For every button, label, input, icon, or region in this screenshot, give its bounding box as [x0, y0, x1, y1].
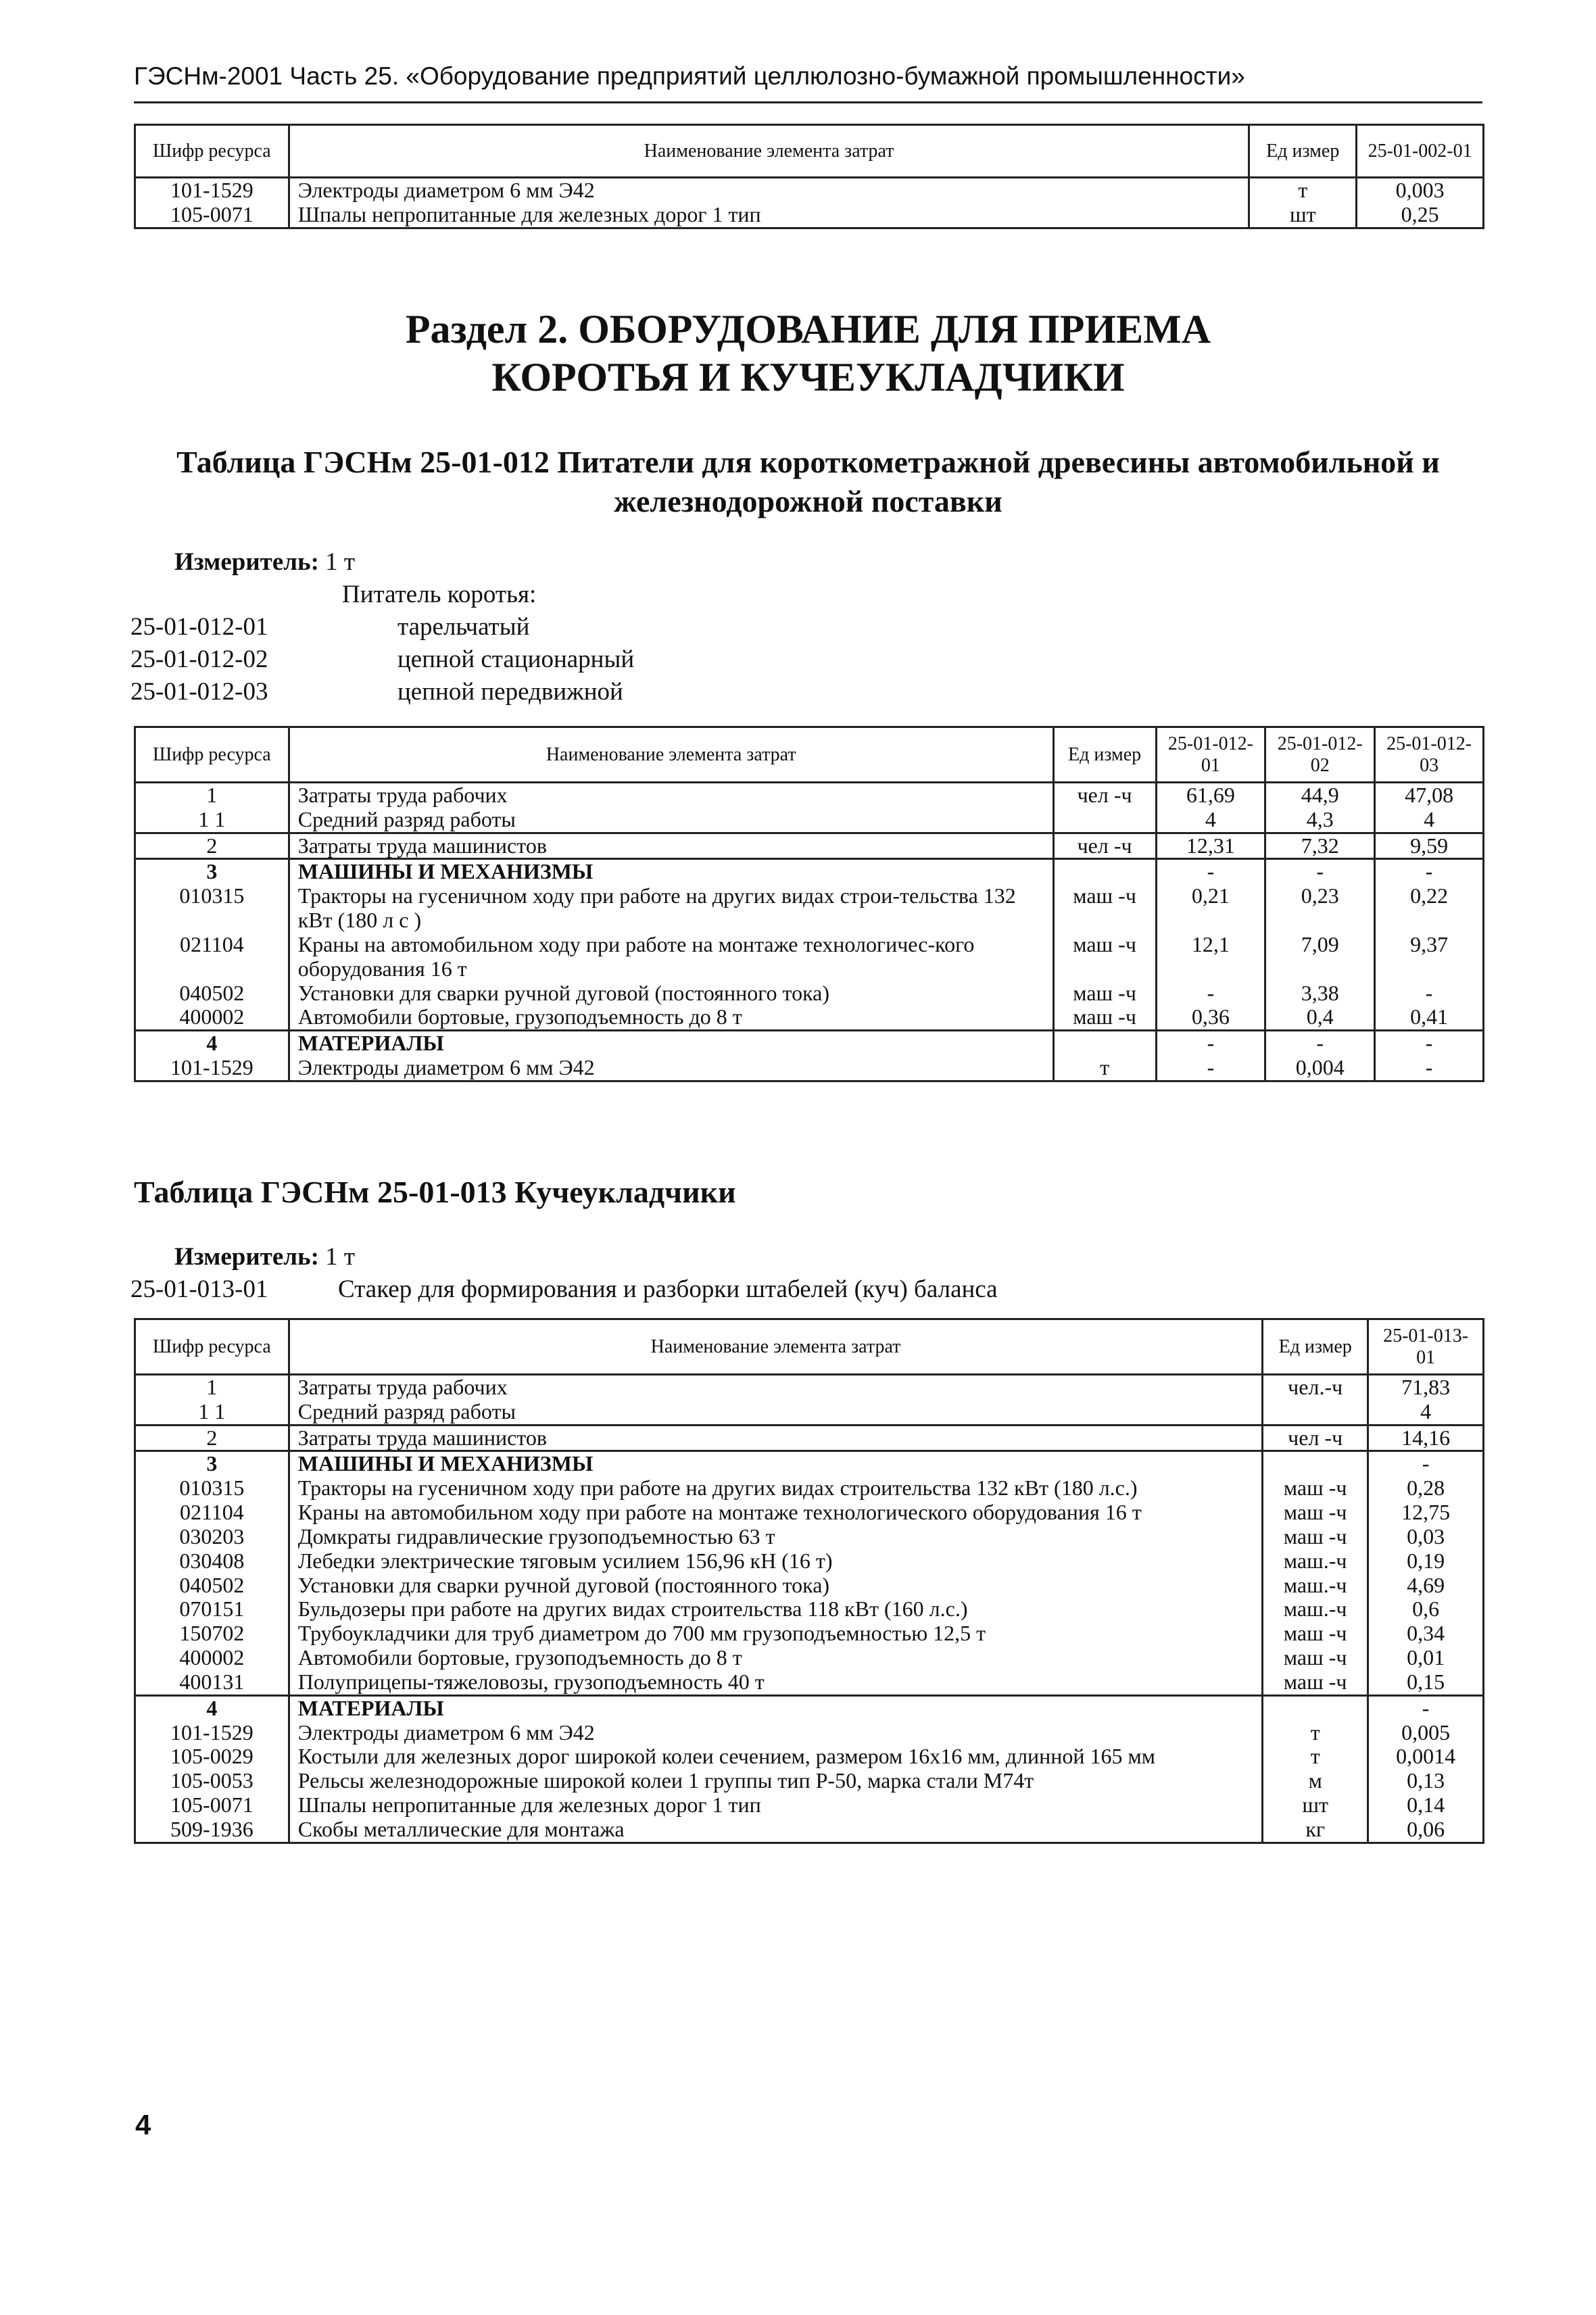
cell-unit: маш -ч	[1263, 1501, 1368, 1525]
table1-item-text-2: цепной стационарный	[397, 645, 635, 673]
table1-item-code-3: 25-01-012-03	[130, 678, 268, 706]
table2-item-text-1: Стакер для формирования и разборки штабелей (куч) баланса	[338, 1275, 998, 1303]
cell-resource-code: 1	[135, 1375, 289, 1400]
col-header-norm: 25-01-013-01	[1368, 1319, 1484, 1375]
cell-cost-element: Краны на автомобильном ходу при работе на монтаже технологического оборудования 16 т	[289, 1501, 1262, 1525]
table1-item-code-2: 25-01-012-02	[130, 645, 268, 673]
cell-resource-code: 1 1	[135, 808, 289, 833]
cell-resource-code: 105-0071	[135, 203, 289, 228]
cell-cost-element: Средний разряд работы	[289, 1400, 1262, 1425]
cell-resource-code: 4	[135, 1031, 289, 1056]
cell-cost-element: Трубоукладчики для труб диаметром до 700 мм грузоподъемностью 12,5 т	[289, 1622, 1262, 1646]
col-header-name: Наименование элемента затрат	[289, 125, 1249, 178]
cell-value: 0,25	[1357, 203, 1484, 228]
table-row	[135, 1745, 1484, 1769]
cell-resource-code: 030408	[135, 1549, 289, 1574]
cell-unit: чел -ч	[1053, 783, 1156, 808]
cell-value: 7,09	[1265, 933, 1375, 981]
cell-value: 47,08	[1375, 783, 1484, 808]
cell-cost-element: Электроды диаметром 6 мм Э42	[289, 178, 1249, 203]
cell-value: 4,3	[1265, 808, 1375, 833]
table-row	[135, 1451, 1484, 1476]
table1-item-text-1: тарельчатый	[397, 613, 530, 641]
cell-cost-element: Установки для сварки ручной дуговой (постоянного тока)	[289, 981, 1053, 1006]
cell-resource-code: 3	[135, 1451, 289, 1476]
running-header: ГЭСНм-2001 Часть 25. «Оборудование предприятий целлюлозно-бумажной промышленности»	[134, 62, 1245, 90]
cell-value: -	[1156, 1056, 1265, 1081]
cell-unit: маш -ч	[1263, 1646, 1368, 1670]
cell-value: -	[1375, 1031, 1484, 1056]
cell-cost-element: Полуприцепы-тяжеловозы, грузоподъемность 40 т	[289, 1670, 1262, 1695]
cell-cost-element: Затраты труда рабочих	[289, 1375, 1262, 1400]
cell-value: 0,23	[1265, 884, 1375, 933]
cell-resource-code: 105-0071	[135, 1793, 289, 1818]
table-row	[135, 1031, 1484, 1056]
cell-resource-code: 010315	[135, 884, 289, 933]
cell-unit: м	[1263, 1769, 1368, 1793]
cell-resource-code: 040502	[135, 1574, 289, 1598]
cell-unit: т	[1263, 1721, 1368, 1745]
cell-value: -	[1156, 1031, 1265, 1056]
cell-cost-element: Тракторы на гусеничном ходу при работе на других видах строительства 132 кВт (180 л.с.)	[289, 1476, 1262, 1501]
cell-cost-element: Средний разряд работы	[289, 808, 1053, 833]
cell-value: 0,14	[1368, 1793, 1484, 1818]
cell-cost-element: Тракторы на гусеничном ходу при работе на других видах строи-тельства 132 кВт (180 л с )	[289, 884, 1053, 933]
table-row	[135, 859, 1484, 884]
table1-title: Таблица ГЭСНм 25-01-012 Питатели для короткометражной древесины автомобильной и железнодорожной поставки	[176, 445, 1440, 518]
cell-resource-code: 040502	[135, 981, 289, 1006]
col-header-norm-3: 25-01-012-03	[1375, 727, 1484, 783]
cell-unit: кг	[1263, 1818, 1368, 1843]
col-header-code: Шифр ресурса	[135, 125, 289, 178]
cell-resource-code: 101-1529	[135, 178, 289, 203]
table-row	[135, 1476, 1484, 1501]
cell-value: 14,16	[1368, 1425, 1484, 1451]
cell-unit: маш -ч	[1053, 884, 1156, 933]
table1-item-code-1: 25-01-012-01	[130, 613, 268, 641]
cell-cost-element: Автомобили бортовые, грузоподъемность до 8 т	[289, 1646, 1262, 1670]
table-row	[135, 1597, 1484, 1622]
cell-unit: маш -ч	[1263, 1476, 1368, 1501]
cell-value: 0,004	[1265, 1056, 1375, 1081]
cell-unit: маш.-ч	[1263, 1597, 1368, 1622]
cell-value: -	[1265, 1031, 1375, 1056]
cell-unit: маш -ч	[1263, 1622, 1368, 1646]
table-row	[135, 1695, 1484, 1720]
cell-unit: чел.-ч	[1263, 1375, 1368, 1400]
cell-cost-element: Лебедки электрические тяговым усилием 156,96 кН (16 т)	[289, 1549, 1262, 1574]
table2-measure	[174, 1242, 355, 1271]
cell-value: 0,6	[1368, 1597, 1484, 1622]
cell-value: 0,13	[1368, 1769, 1484, 1793]
cell-resource-code: 010315	[135, 1476, 289, 1501]
cell-cost-element: Затраты труда машинистов	[289, 833, 1053, 859]
top-continuation-table	[134, 124, 1484, 229]
table2-title: Таблица ГЭСНм 25-01-013 Кучеукладчики	[134, 1175, 736, 1209]
cell-value: 0,4	[1265, 1005, 1375, 1030]
table1-group-label: Питатель коротья:	[342, 581, 537, 608]
cell-value: 4	[1375, 808, 1484, 833]
cell-cost-element: Электроды диаметром 6 мм Э42	[289, 1056, 1053, 1081]
cell-value: 0,0014	[1368, 1745, 1484, 1769]
table-row	[135, 1525, 1484, 1549]
cell-cost-element: Автомобили бортовые, грузоподъемность до 8 т	[289, 1005, 1053, 1030]
cell-resource-code: 400002	[135, 1005, 289, 1030]
cell-unit: т	[1053, 1056, 1156, 1081]
cell-value: 44,9	[1265, 783, 1375, 808]
col-header-unit: Ед измер	[1263, 1319, 1368, 1375]
table-row	[135, 1425, 1484, 1451]
cell-unit: маш -ч	[1053, 981, 1156, 1006]
table-25-01-012	[134, 726, 1484, 1082]
cell-value: 0,06	[1368, 1818, 1484, 1843]
cell-value: 0,005	[1368, 1721, 1484, 1745]
table-row	[135, 1670, 1484, 1695]
cell-value: 4	[1368, 1400, 1484, 1425]
cell-unit: шт	[1249, 203, 1357, 228]
table-row	[135, 1721, 1484, 1745]
cell-value: 0,28	[1368, 1476, 1484, 1501]
cell-value: 12,31	[1156, 833, 1265, 859]
table-row	[135, 1622, 1484, 1646]
table-25-01-013	[134, 1318, 1484, 1844]
cell-unit	[1263, 1451, 1368, 1476]
cell-cost-element: МАШИНЫ И МЕХАНИЗМЫ	[289, 1451, 1262, 1476]
table-row	[135, 1646, 1484, 1670]
cell-cost-element: Рельсы железнодорожные широкой колеи 1 группы тип Р-50, марка стали М74т	[289, 1769, 1262, 1793]
cell-resource-code: 101-1529	[135, 1721, 289, 1745]
cell-value: 0,41	[1375, 1005, 1484, 1030]
col-header-name: Наименование элемента затрат	[289, 1319, 1262, 1375]
cell-resource-code: 2	[135, 1425, 289, 1451]
cell-unit	[1263, 1695, 1368, 1720]
measure-value: 1 т	[325, 1243, 356, 1271]
cell-resource-code: 400131	[135, 1670, 289, 1695]
table-row	[135, 783, 1484, 808]
measure-value: 1 т	[325, 548, 356, 576]
cell-value: 7,32	[1265, 833, 1375, 859]
table-row	[135, 1375, 1484, 1400]
table-row	[135, 1818, 1484, 1843]
cell-cost-element: Затраты труда рабочих	[289, 783, 1053, 808]
col-header-code: Шифр ресурса	[135, 1319, 289, 1375]
cell-resource-code: 400002	[135, 1646, 289, 1670]
cell-unit	[1263, 1400, 1368, 1425]
cell-value: 9,37	[1375, 933, 1484, 981]
cell-resource-code: 1	[135, 783, 289, 808]
cell-value: -	[1375, 1056, 1484, 1081]
cell-unit: маш.-ч	[1263, 1549, 1368, 1574]
cell-unit: т	[1263, 1745, 1368, 1769]
table-row	[135, 1005, 1484, 1030]
table-row	[135, 1793, 1484, 1818]
cell-value: -	[1368, 1451, 1484, 1476]
cell-unit: маш -ч	[1263, 1670, 1368, 1695]
cell-cost-element: Костыли для железных дорог широкой колеи сечением, размером 16х16 мм, длинной 165 мм	[289, 1745, 1262, 1769]
cell-value: 0,15	[1368, 1670, 1484, 1695]
cell-cost-element: Шпалы непропитанные для железных дорог 1 тип	[289, 1793, 1262, 1818]
cell-resource-code: 070151	[135, 1597, 289, 1622]
cell-value: -	[1156, 981, 1265, 1006]
table-row	[135, 933, 1484, 981]
cell-value: 0,34	[1368, 1622, 1484, 1646]
table-row	[135, 1769, 1484, 1793]
col-header-unit: Ед измер	[1053, 727, 1156, 783]
cell-value: 0,19	[1368, 1549, 1484, 1574]
table-row	[135, 1574, 1484, 1598]
cell-resource-code: 021104	[135, 1501, 289, 1525]
cell-resource-code: 101-1529	[135, 1056, 289, 1081]
table-row	[135, 178, 1484, 203]
col-header-norm: 25-01-002-01	[1357, 125, 1484, 178]
cell-value: 4,69	[1368, 1574, 1484, 1598]
table-row	[135, 1549, 1484, 1574]
cell-unit: маш.-ч	[1263, 1574, 1368, 1598]
section-title: Раздел 2. ОБОРУДОВАНИЕ ДЛЯ ПРИЕМА КОРОТЬЯ И КУЧЕУКЛАДЧИКИ	[405, 307, 1211, 399]
cell-value: -	[1375, 981, 1484, 1006]
cell-unit	[1053, 808, 1156, 833]
cell-resource-code: 105-0053	[135, 1769, 289, 1793]
table-row	[135, 833, 1484, 859]
table-row	[135, 1400, 1484, 1425]
table2-item-code-1: 25-01-013-01	[130, 1275, 268, 1303]
cell-cost-element: Затраты труда машинистов	[289, 1425, 1262, 1451]
col-header-name: Наименование элемента затрат	[289, 727, 1053, 783]
col-header-code: Шифр ресурса	[135, 727, 289, 783]
cell-unit: чел -ч	[1263, 1425, 1368, 1451]
cell-cost-element: Скобы металлические для монтажа	[289, 1818, 1262, 1843]
cell-cost-element: Установки для сварки ручной дуговой (постоянного тока)	[289, 1574, 1262, 1598]
cell-value: 0,36	[1156, 1005, 1265, 1030]
cell-resource-code: 2	[135, 833, 289, 859]
cell-value: -	[1375, 859, 1484, 884]
col-header-unit: Ед измер	[1249, 125, 1357, 178]
cell-cost-element: Электроды диаметром 6 мм Э42	[289, 1721, 1262, 1745]
cell-value: -	[1265, 859, 1375, 884]
cell-cost-element: Краны на автомобильном ходу при работе на монтаже технологичес-кого оборудования 16 т	[289, 933, 1053, 981]
measure-label: Измеритель:	[174, 1243, 319, 1271]
table-row	[135, 1056, 1484, 1081]
cell-resource-code: 021104	[135, 933, 289, 981]
col-header-norm-2: 25-01-012-02	[1265, 727, 1375, 783]
cell-unit: т	[1249, 178, 1357, 203]
cell-value: 0,01	[1368, 1646, 1484, 1670]
cell-resource-code: 1 1	[135, 1400, 289, 1425]
cell-value: 3,38	[1265, 981, 1375, 1006]
cell-value: 0,22	[1375, 884, 1484, 933]
cell-value: 71,83	[1368, 1375, 1484, 1400]
cell-resource-code: 105-0029	[135, 1745, 289, 1769]
cell-cost-element: Домкраты гидравлические грузоподъемностью 63 т	[289, 1525, 1262, 1549]
table1-measure	[174, 547, 355, 577]
cell-cost-element: Бульдозеры при работе на других видах строительства 118 кВт (160 л.с.)	[289, 1597, 1262, 1622]
table-row	[135, 808, 1484, 833]
table-row	[135, 1501, 1484, 1525]
cell-value: 9,59	[1375, 833, 1484, 859]
cell-value: 4	[1156, 808, 1265, 833]
cell-unit: чел -ч	[1053, 833, 1156, 859]
cell-unit: маш -ч	[1053, 1005, 1156, 1030]
cell-cost-element: МАШИНЫ И МЕХАНИЗМЫ	[289, 859, 1053, 884]
cell-unit: маш -ч	[1053, 933, 1156, 981]
col-header-norm-1: 25-01-012-01	[1156, 727, 1265, 783]
cell-cost-element: МАТЕРИАЛЫ	[289, 1695, 1262, 1720]
cell-value: 61,69	[1156, 783, 1265, 808]
cell-value: -	[1156, 859, 1265, 884]
cell-resource-code: 150702	[135, 1622, 289, 1646]
cell-unit	[1053, 1031, 1156, 1056]
cell-value: 0,21	[1156, 884, 1265, 933]
cell-value: 12,1	[1156, 933, 1265, 981]
cell-resource-code: 3	[135, 859, 289, 884]
table1-item-text-3: цепной передвижной	[397, 678, 623, 706]
header-rule	[134, 101, 1482, 103]
table-row	[135, 981, 1484, 1006]
cell-unit: маш -ч	[1263, 1525, 1368, 1549]
cell-resource-code: 509-1936	[135, 1818, 289, 1843]
cell-cost-element: МАТЕРИАЛЫ	[289, 1031, 1053, 1056]
cell-cost-element: Шпалы непропитанные для железных дорог 1 тип	[289, 203, 1249, 228]
cell-unit: шт	[1263, 1793, 1368, 1818]
table-row	[135, 884, 1484, 933]
cell-value: -	[1368, 1695, 1484, 1720]
cell-value: 0,03	[1368, 1525, 1484, 1549]
cell-resource-code: 4	[135, 1695, 289, 1720]
cell-unit	[1053, 859, 1156, 884]
table-row	[135, 203, 1484, 228]
cell-value: 12,75	[1368, 1501, 1484, 1525]
cell-value: 0,003	[1357, 178, 1484, 203]
page-number: 4	[135, 2109, 151, 2141]
cell-resource-code: 030203	[135, 1525, 289, 1549]
measure-label: Измеритель:	[174, 548, 319, 576]
